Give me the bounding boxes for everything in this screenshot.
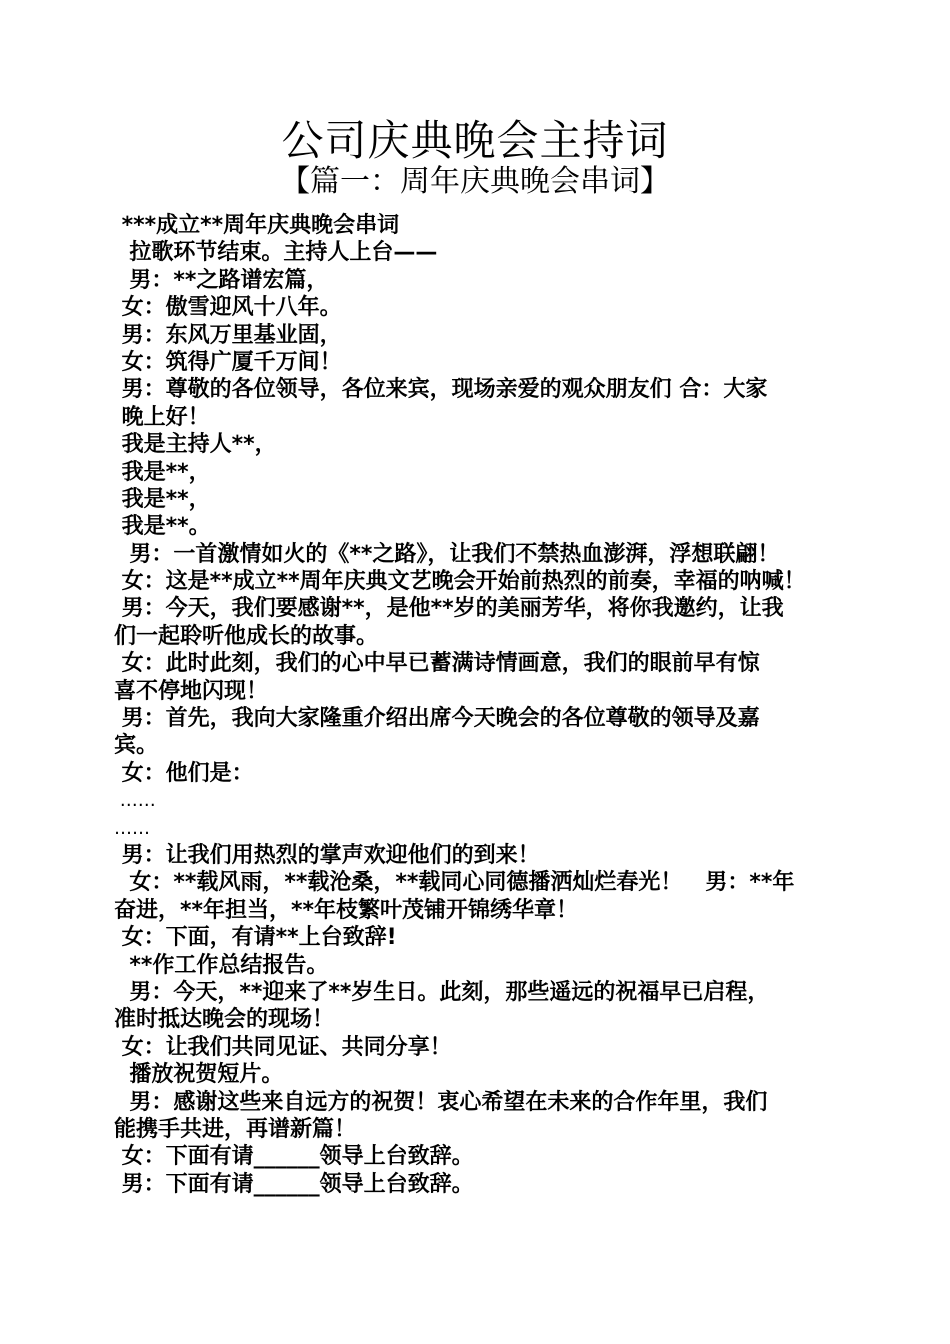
text-line: 我是**。 (114, 514, 211, 540)
text-line: 男：让我们用热烈的掌声欢迎他们的到来！ (114, 842, 540, 868)
text-line: 男：尊敬的各位领导，各位来宾，现场亲爱的观众朋友们 合：大家 (114, 377, 768, 403)
text-line: 男：下面有请______领导上台致辞。 (114, 1171, 474, 1197)
document-title: 公司庆典晚会主持词 (281, 116, 669, 165)
text-line: 我是主持人**， (114, 432, 277, 458)
text-line: 准时抵达晚会的现场！ (114, 1007, 335, 1033)
text-line: **作工作总结报告。 (114, 952, 329, 978)
text-line: 男：今天，我们要感谢**，是他**岁的美丽芳华，将你我邀约，让我 (114, 596, 784, 622)
text-line: 女：下面有请______领导上台致辞。 (114, 1144, 474, 1170)
text-line: 男：东风万里基业固， (114, 322, 342, 348)
text-line: 女：傲雪迎风十八年。 (114, 295, 342, 321)
text-line: …… (114, 790, 156, 812)
text-line: 女：此时此刻，我们的心中早已蓄满诗情画意，我们的眼前早有惊 (114, 651, 760, 677)
text-line: 播放祝贺短片。 (114, 1062, 284, 1088)
text-line: 我是**， (114, 459, 211, 485)
text-line: 女：下面，有请**上台致辞! (114, 925, 397, 951)
text-line: 喜不停地闪现！ (114, 678, 269, 704)
text-line: 宾。 (114, 733, 159, 759)
text-line: 女：让我们共同见证、共同分享！ (114, 1034, 452, 1060)
text-line: 女：筑得广厦千万间！ (114, 349, 342, 375)
text-line: 男：今天，**迎来了**岁生日。此刻，那些遥远的祝福早已启程， (114, 979, 770, 1005)
text-line: 我是**， (114, 486, 211, 512)
text-line: 女：他们是： (114, 760, 254, 786)
text-line: 男：一首激情如火的《**之路》，让我们不禁热血澎湃，浮想联翩！ (114, 541, 780, 567)
document-subtitle: 【篇一：周年庆典晚会串词】 (280, 164, 670, 199)
document-body (114, 212, 836, 1198)
text-line: 奋进，**年担当，**年枝繁叶茂铺开锦绣华章！ (114, 897, 579, 923)
text-line: …… (114, 817, 150, 839)
text-line: 男：**之路谱宏篇， (114, 267, 329, 293)
text-line: 男：首先，我向大家隆重介绍出席今天晚会的各位尊敬的领导及嘉 (114, 706, 760, 732)
text-line: 晚上好！ (114, 404, 210, 430)
text-line: 女：**载风雨，**载沧桑，**载同心同德播洒灿烂春光！ 男：**年 (114, 870, 795, 896)
text-line: 男：感谢这些来自远方的祝贺！衷心希望在未来的合作年里，我们 (114, 1089, 768, 1115)
text-line: 们一起聆听他成长的故事。 (114, 623, 379, 649)
text-line: 拉歌环节结束。主持人上台—— (114, 240, 438, 266)
text-line: 能携手共进，再谱新篇！ (114, 1116, 357, 1142)
text-line: ***成立**周年庆典晚会串词 (114, 213, 400, 238)
text-line: 女：这是**成立**周年庆典文艺晚会开始前热烈的前奏，幸福的呐喊！ (114, 569, 806, 595)
